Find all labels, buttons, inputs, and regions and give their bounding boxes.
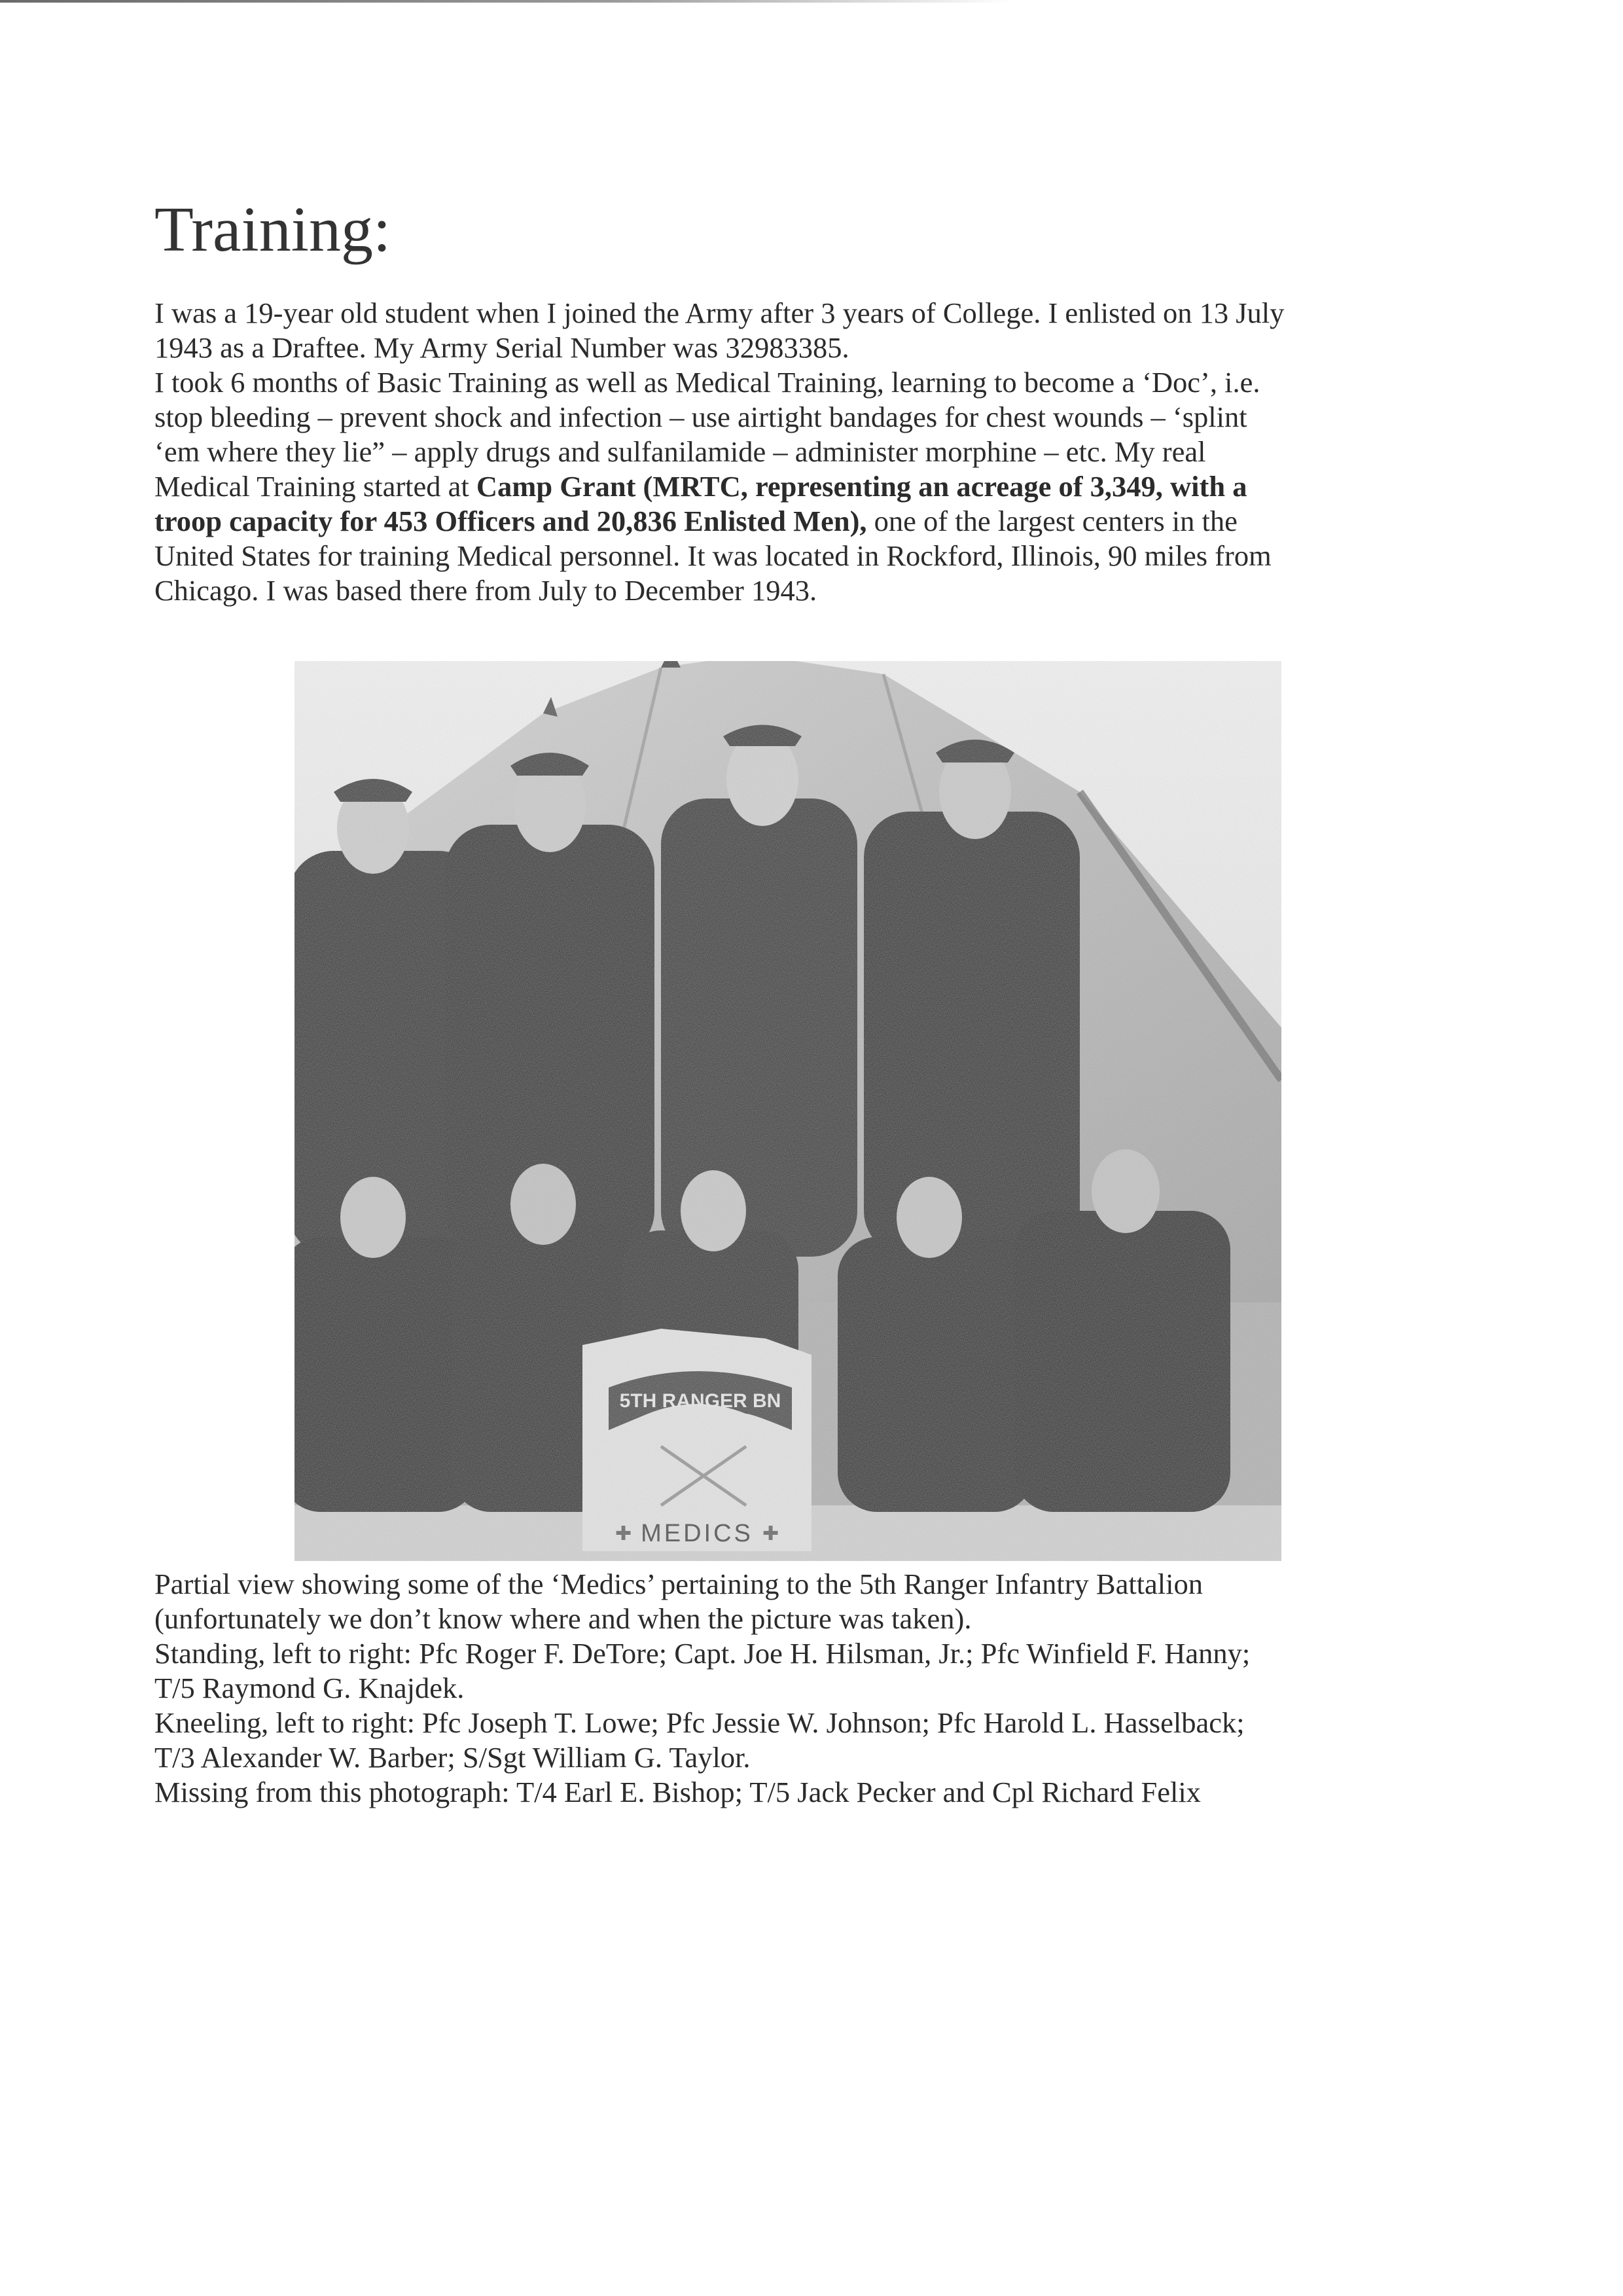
caption-line: Partial view showing some of the ‘Medics’ pertaining to the 5th Ranger Infantry Battalion — [154, 1568, 1204, 1600]
camp-grant-highlight: Camp Grant (MRTC, representing an acreage of 3,349, with a — [476, 470, 1247, 503]
body-line — [154, 504, 1450, 539]
medics-group-photo — [294, 661, 1281, 1561]
sign-medics-text: MEDICS — [641, 1520, 753, 1547]
photo-tent-peak — [661, 661, 681, 668]
standing-soldier — [661, 725, 857, 1257]
medic-cross-icon: ✚ — [762, 1522, 779, 1545]
body-line: I was a 19-year old student when I joined the Army after 3 years of College. I enlisted on 13 July — [154, 296, 1285, 329]
page-title: Training: — [154, 194, 391, 265]
body-line: stop bleeding – prevent shock and infection – use airtight bandages for chest wounds – ‘splint — [154, 401, 1247, 433]
standing-soldier — [864, 740, 1080, 1257]
medic-cross-icon: ✚ — [615, 1522, 632, 1545]
caption-kneeling-line: T/3 Alexander W. Barber; S/Sgt William G. Taylor. — [154, 1741, 751, 1774]
body-line: ‘em where they lie” – apply drugs and sulfanilamide – administer morphine – etc. My real — [154, 435, 1206, 468]
body-text-normal: one of the largest centers in the — [866, 505, 1238, 537]
body-line — [154, 469, 1450, 504]
body-line: Chicago. I was based there from July to December 1943. — [154, 574, 817, 607]
caption-standing-line: T/5 Raymond G. Knajdek. — [154, 1672, 465, 1704]
caption-line: (unfortunately we don’t know where and when the picture was taken). — [154, 1602, 972, 1635]
photo-caption — [154, 1567, 1450, 1810]
body-text-normal: Medical Training started at — [154, 470, 476, 503]
caption-missing-line: Missing from this photograph: T/4 Earl E. Bishop; T/5 Jack Pecker and Cpl Richard Felix — [154, 1776, 1201, 1808]
caption-standing-line: Standing, left to right: Pfc Roger F. DeTore; Capt. Joe H. Hilsman, Jr.; Pfc Winfield F. Hanny; — [154, 1637, 1251, 1670]
caption-kneeling-line: Kneeling, left to right: Pfc Joseph T. Lowe; Pfc Jessie W. Johnson; Pfc Harold L. Hasselback; — [154, 1706, 1245, 1739]
scan-edge-artifact — [0, 0, 1014, 3]
sign-ranger-text: 5TH RANGER BN — [619, 1390, 781, 1412]
body-paragraph — [154, 296, 1450, 608]
body-line: United States for training Medical personnel. It was located in Rockford, Illinois, 90 miles from — [154, 539, 1272, 572]
troop-capacity-highlight: troop capacity for 453 Officers and 20,836 Enlisted Men), — [154, 505, 867, 537]
body-line: I took 6 months of Basic Training as well as Medical Training, learning to become a ‘Doc’, i.e. — [154, 366, 1260, 399]
body-line: 1943 as a Draftee. My Army Serial Number was 32983385. — [154, 331, 849, 364]
ranger-medics-sign — [582, 1329, 812, 1551]
